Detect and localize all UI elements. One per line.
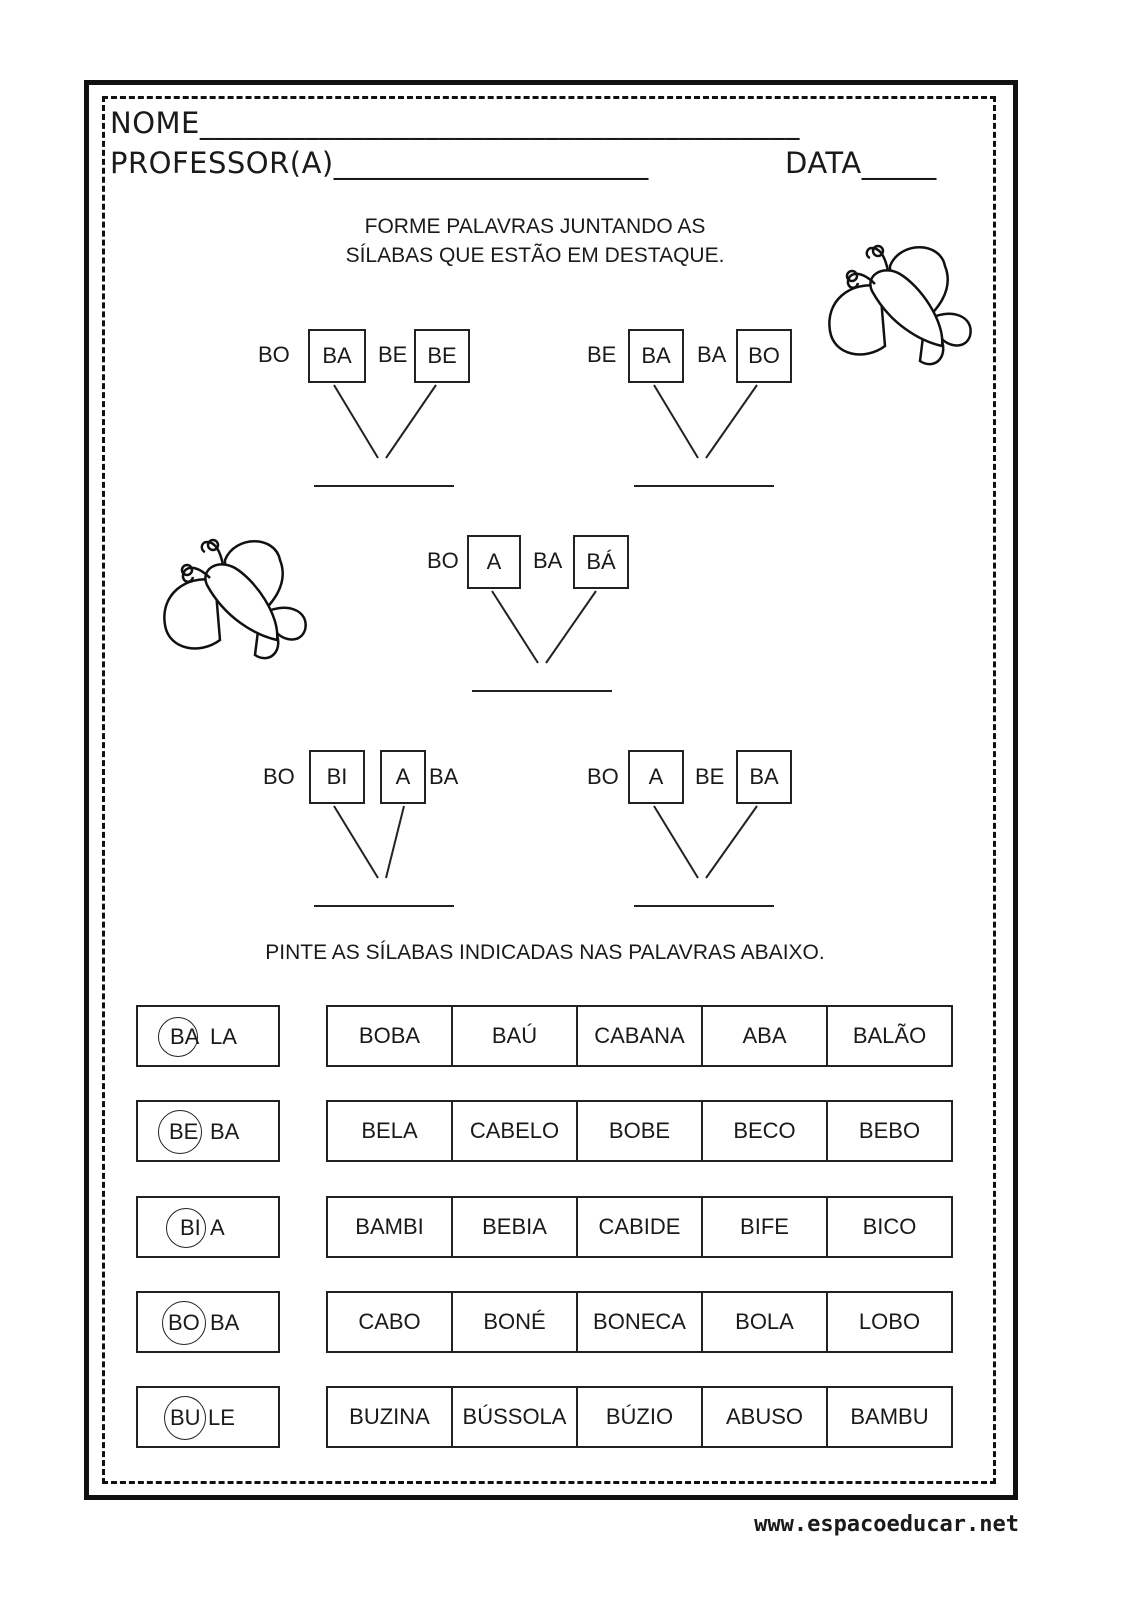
keyword-box: [136, 1100, 280, 1162]
keyword-syllable: BU: [170, 1405, 201, 1430]
keyword-box: [136, 1196, 280, 1258]
word-cell[interactable]: BAMBU: [850, 1404, 929, 1429]
word-cell[interactable]: ABUSO: [703, 1388, 828, 1446]
word-row: [326, 1291, 953, 1353]
syllable-text: BE: [695, 764, 725, 789]
syllable-text: BO: [258, 342, 290, 367]
word-cell[interactable]: BOBA: [328, 1007, 453, 1065]
highlighted-syllable-box: BI: [309, 750, 365, 804]
keyword-box: [136, 1005, 280, 1067]
word-row: [326, 1005, 953, 1067]
word-row: [326, 1196, 953, 1258]
word-cell[interactable]: BELA: [328, 1102, 453, 1160]
highlighted-syllable-box: BA: [628, 329, 684, 383]
highlighted-syllable-box: A: [467, 535, 521, 589]
keyword-syllable: BI: [180, 1215, 201, 1240]
syllable-text: BA: [533, 548, 563, 573]
instruction-line-2: SÍLABAS QUE ESTÃO EM DESTAQUE.: [345, 244, 725, 267]
keyword-rest: BA: [210, 1310, 240, 1335]
answer-line[interactable]: [314, 905, 454, 907]
word-cell[interactable]: BONECA: [578, 1293, 703, 1351]
instruction-line-1: FORME PALAVRAS JUNTANDO AS: [364, 215, 706, 238]
word-cell[interactable]: ABA: [703, 1007, 828, 1065]
syllable-text: BE: [587, 342, 617, 367]
word-cell[interactable]: CABANA: [578, 1007, 703, 1065]
word-row: [326, 1386, 953, 1448]
word-cell[interactable]: BONÉ: [453, 1293, 578, 1351]
word-cell[interactable]: LOBO: [858, 1309, 921, 1334]
name-field-label: NOME________________________________________: [110, 106, 800, 140]
highlighted-syllable-box: A: [380, 750, 426, 804]
word-cell[interactable]: BALÃO: [852, 1023, 927, 1048]
word-cell[interactable]: BIFE: [703, 1198, 828, 1256]
highlighted-syllable-box: BÁ: [573, 535, 629, 589]
word-cell[interactable]: BECO: [703, 1102, 828, 1160]
syllable-text: BO: [587, 764, 619, 789]
keyword-box: [136, 1386, 280, 1448]
word-cell[interactable]: BICO: [862, 1214, 917, 1239]
word-cell[interactable]: CABIDE: [578, 1198, 703, 1256]
word-row: [326, 1100, 953, 1162]
word-cell[interactable]: BÚZIO: [578, 1388, 703, 1446]
word-cell[interactable]: BAMBI: [328, 1198, 453, 1256]
word-cell[interactable]: CABO: [328, 1293, 453, 1351]
website-footer: www.espacoeducar.net: [754, 1512, 1019, 1537]
word-cell[interactable]: BAÚ: [453, 1007, 578, 1065]
answer-line[interactable]: [634, 905, 774, 907]
word-cell[interactable]: BUZINA: [328, 1388, 453, 1446]
teacher-field-label: PROFESSOR(A)_____________________: [110, 146, 649, 180]
highlighted-syllable-box: BO: [736, 329, 792, 383]
highlighted-syllable-box: BA: [308, 329, 366, 383]
keyword-syllable: BE: [169, 1119, 199, 1144]
keyword-box: [136, 1291, 280, 1353]
syllable-text: BO: [427, 548, 459, 573]
word-cell[interactable]: CABELO: [453, 1102, 578, 1160]
keyword-rest: BA: [210, 1119, 240, 1144]
highlighted-syllable-box: BE: [414, 329, 470, 383]
word-cell[interactable]: BOBE: [578, 1102, 703, 1160]
keyword-syllable: BA: [170, 1024, 200, 1049]
syllable-text: BA: [429, 764, 459, 789]
keyword-rest: A: [210, 1215, 225, 1240]
highlighted-syllable-box: A: [628, 750, 684, 804]
syllable-text: BE: [378, 342, 408, 367]
keyword-syllable: BO: [168, 1310, 200, 1335]
keyword-rest: LE: [208, 1405, 235, 1430]
instruction-paint-syllables: PINTE AS SÍLABAS INDICADAS NAS PALAVRAS ABAIXO.: [265, 941, 825, 964]
word-cell[interactable]: BÚSSOLA: [453, 1388, 578, 1446]
word-cell[interactable]: BEBIA: [453, 1198, 578, 1256]
word-cell[interactable]: BOLA: [703, 1293, 828, 1351]
syllable-text: BA: [697, 342, 727, 367]
syllable-text: BO: [263, 764, 295, 789]
word-cell[interactable]: BEBO: [858, 1118, 921, 1143]
keyword-rest: LA: [210, 1024, 237, 1049]
highlighted-syllable-box: BA: [736, 750, 792, 804]
date-field-label: DATA_____: [785, 146, 937, 180]
